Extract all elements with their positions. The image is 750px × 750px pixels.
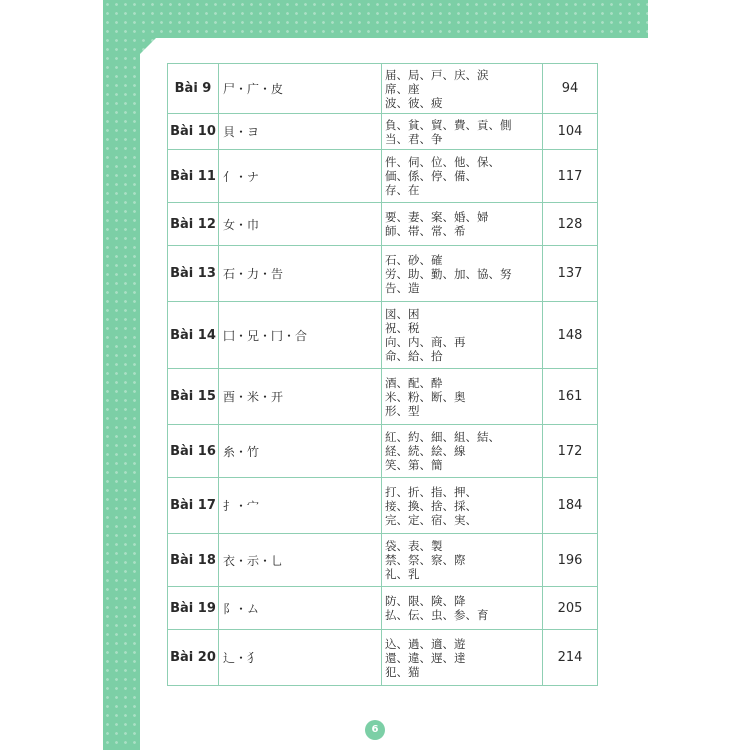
lesson-label: Bài 19	[168, 587, 219, 630]
table-row	[168, 478, 598, 534]
kanji-line: 存、在	[385, 183, 420, 197]
lesson-label: Bài 15	[168, 369, 219, 425]
kanji-line: 笑、第、簡	[385, 458, 443, 472]
kanji-line: 要、妻、案、婚、婦	[385, 210, 489, 224]
lesson-kanji	[382, 114, 543, 150]
lesson-page-number: 117	[543, 150, 598, 203]
kanji-line: 紅、約、細、組、結、	[385, 430, 500, 444]
lesson-page-number: 205	[543, 587, 598, 630]
kanji-line: 波、彼、疲	[385, 95, 443, 110]
lesson-kanji	[382, 425, 543, 478]
table-of-contents	[167, 63, 598, 686]
table-row	[168, 302, 598, 369]
kanji-line: 労、助、勤、加、協、努	[385, 266, 512, 281]
lesson-page-number: 148	[543, 302, 598, 369]
kanji-line: 酒、配、酔	[385, 375, 443, 390]
table-row	[168, 369, 598, 425]
kanji-line: 図、困	[385, 307, 420, 321]
lesson-label: Bài 12	[168, 203, 219, 246]
table-row	[168, 534, 598, 587]
lesson-radicals: 辶・犭	[219, 630, 382, 686]
lesson-radicals: 石・力・告	[219, 246, 382, 302]
lesson-radicals: 阝・ム	[219, 587, 382, 630]
lesson-kanji	[382, 369, 543, 425]
kanji-line: 席、座	[385, 81, 420, 96]
table-row	[168, 587, 598, 630]
table-row	[168, 203, 598, 246]
lesson-radicals: 貝・ヨ	[219, 114, 382, 150]
lesson-kanji	[382, 478, 543, 534]
kanji-line: 払、伝、虫、参、育	[385, 608, 489, 622]
lesson-radicals: 酉・米・开	[219, 369, 382, 425]
lesson-kanji	[382, 203, 543, 246]
lesson-label: Bài 13	[168, 246, 219, 302]
kanji-line: 防、限、険、降	[385, 594, 466, 608]
lesson-label: Bài 9	[168, 64, 219, 114]
lesson-label: Bài 20	[168, 630, 219, 686]
kanji-line: 経、続、絵、線	[385, 444, 466, 458]
kanji-line: 当、君、争	[385, 131, 443, 146]
kanji-line: 打、折、指、押、	[385, 484, 477, 499]
kanji-line: 向、内、商、再	[385, 335, 466, 349]
kanji-line: 形、型	[385, 403, 420, 418]
lesson-kanji	[382, 150, 543, 203]
kanji-line: 込、過、適、遊	[385, 636, 466, 651]
lesson-kanji	[382, 534, 543, 587]
kanji-line: 礼、乳	[385, 567, 420, 581]
lesson-label: Bài 17	[168, 478, 219, 534]
kanji-line: 届、局、戸、庆、涙	[385, 67, 489, 82]
lesson-radicals: 糸・竹	[219, 425, 382, 478]
lesson-kanji	[382, 302, 543, 369]
kanji-line: 告、造	[385, 280, 420, 295]
lesson-kanji	[382, 630, 543, 686]
lesson-kanji	[382, 587, 543, 630]
lesson-kanji	[382, 64, 543, 114]
table-row	[168, 150, 598, 203]
lesson-radicals: 扌・宀	[219, 478, 382, 534]
lesson-label: Bài 10	[168, 114, 219, 150]
lesson-radicals: 囗・兄・冂・合	[219, 302, 382, 369]
lesson-label: Bài 11	[168, 150, 219, 203]
lesson-page-number: 94	[543, 64, 598, 114]
kanji-line: 件、伺、位、他、保、	[385, 155, 500, 169]
lesson-kanji	[382, 246, 543, 302]
kanji-line: 祝、税	[385, 321, 420, 335]
lesson-page-number: 172	[543, 425, 598, 478]
kanji-line: 完、定、宿、実、	[385, 512, 477, 527]
kanji-line: 負、貧、貿、費、貢、側	[385, 117, 512, 132]
kanji-line: 米、粉、断、奥	[385, 389, 466, 404]
table-row	[168, 425, 598, 478]
lesson-page-number: 214	[543, 630, 598, 686]
lesson-radicals: 衣・示・乚	[219, 534, 382, 587]
lesson-radicals: 尸・广・皮	[219, 64, 382, 114]
kanji-line: 石、砂、確	[385, 252, 443, 267]
page-number-badge: 6	[365, 720, 385, 740]
kanji-line: 袋、表、製	[385, 539, 443, 553]
lesson-radicals: 女・巾	[219, 203, 382, 246]
kanji-line: 接、換、捨、採、	[385, 498, 477, 513]
kanji-line: 師、帯、常、希	[385, 224, 466, 238]
lesson-label: Bài 16	[168, 425, 219, 478]
table-row	[168, 114, 598, 150]
kanji-line: 禁、祭、察、際	[385, 553, 466, 567]
table-row	[168, 630, 598, 686]
kanji-line: 犯、猫	[385, 664, 420, 679]
lesson-label: Bài 14	[168, 302, 219, 369]
lesson-label: Bài 18	[168, 534, 219, 587]
lesson-radicals: 亻・ナ	[219, 150, 382, 203]
lesson-page-number: 196	[543, 534, 598, 587]
kanji-line: 価、係、停、備、	[385, 169, 477, 183]
lesson-page-number: 161	[543, 369, 598, 425]
lesson-page-number: 137	[543, 246, 598, 302]
table-row	[168, 246, 598, 302]
lesson-page-number: 128	[543, 203, 598, 246]
kanji-line: 還、違、遅、達	[385, 650, 466, 665]
table-row	[168, 64, 598, 114]
lesson-page-number: 184	[543, 478, 598, 534]
lesson-page-number: 104	[543, 114, 598, 150]
kanji-line: 命、給、拾	[385, 349, 443, 363]
